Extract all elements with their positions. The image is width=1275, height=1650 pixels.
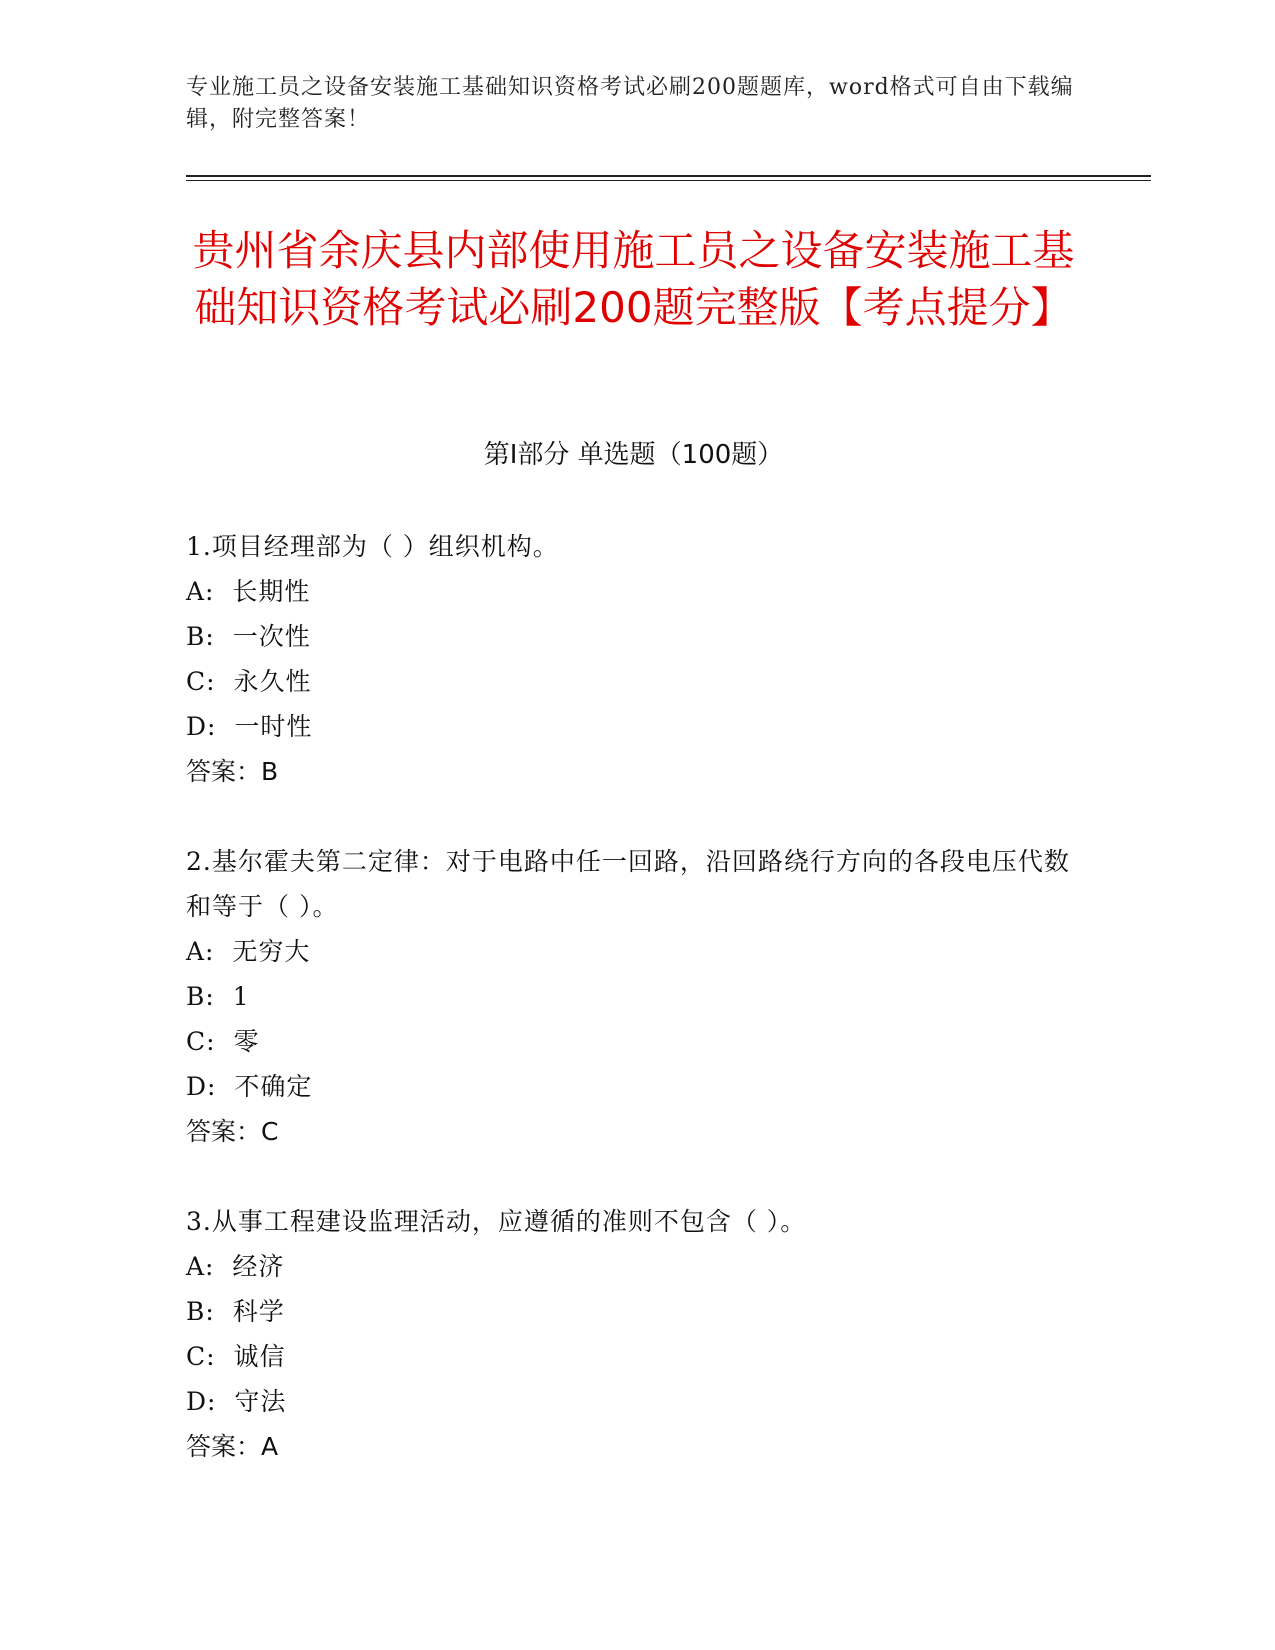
option-b: B: 一次性 <box>186 622 311 651</box>
header-divider-thick <box>186 175 1151 177</box>
option-c: C: 零 <box>186 1027 260 1056</box>
document-title: 贵州省余庆县内部使用施工员之设备安装施工基础知识资格考试必刷200题完整版【考点提分】 <box>192 226 1075 332</box>
question-stem: 2.基尔霍夫第二定律：对于电路中任一回路，沿回路绕行方向的各段电压代数和等于（ ）。 <box>186 847 1070 921</box>
option-b: B: 1 <box>186 982 250 1011</box>
option-c: C: 永久性 <box>186 667 312 696</box>
option-d: D: 一时性 <box>186 712 313 741</box>
option-c: C: 诚信 <box>186 1342 286 1371</box>
question-3 <box>186 1199 1086 1469</box>
option-a: A: 无穷大 <box>186 937 311 966</box>
header-divider-thin <box>186 180 1151 181</box>
question-1 <box>186 524 1086 794</box>
option-a: A: 经济 <box>186 1252 285 1281</box>
option-a: A: 长期性 <box>186 577 311 606</box>
option-b: B: 科学 <box>186 1297 285 1326</box>
answer: 答案：B <box>186 757 279 786</box>
question-2 <box>186 839 1086 1154</box>
answer: 答案：C <box>186 1117 279 1146</box>
answer: 答案：A <box>186 1432 279 1461</box>
question-stem: 3.从事工程建设监理活动，应遵循的准则不包含（ ）。 <box>186 1207 807 1236</box>
question-list <box>186 524 1086 1514</box>
page-header-text: 专业施工员之设备安装施工基础知识资格考试必刷200题题库，word格式可自由下载编辑，附完整答案！ <box>186 75 1074 132</box>
section-heading: 第Ⅰ部分 单选题（100题） <box>483 440 784 470</box>
question-stem: 1.项目经理部为（ ）组织机构。 <box>186 532 559 561</box>
option-d: D: 不确定 <box>186 1072 313 1101</box>
option-d: D: 守法 <box>186 1387 287 1416</box>
